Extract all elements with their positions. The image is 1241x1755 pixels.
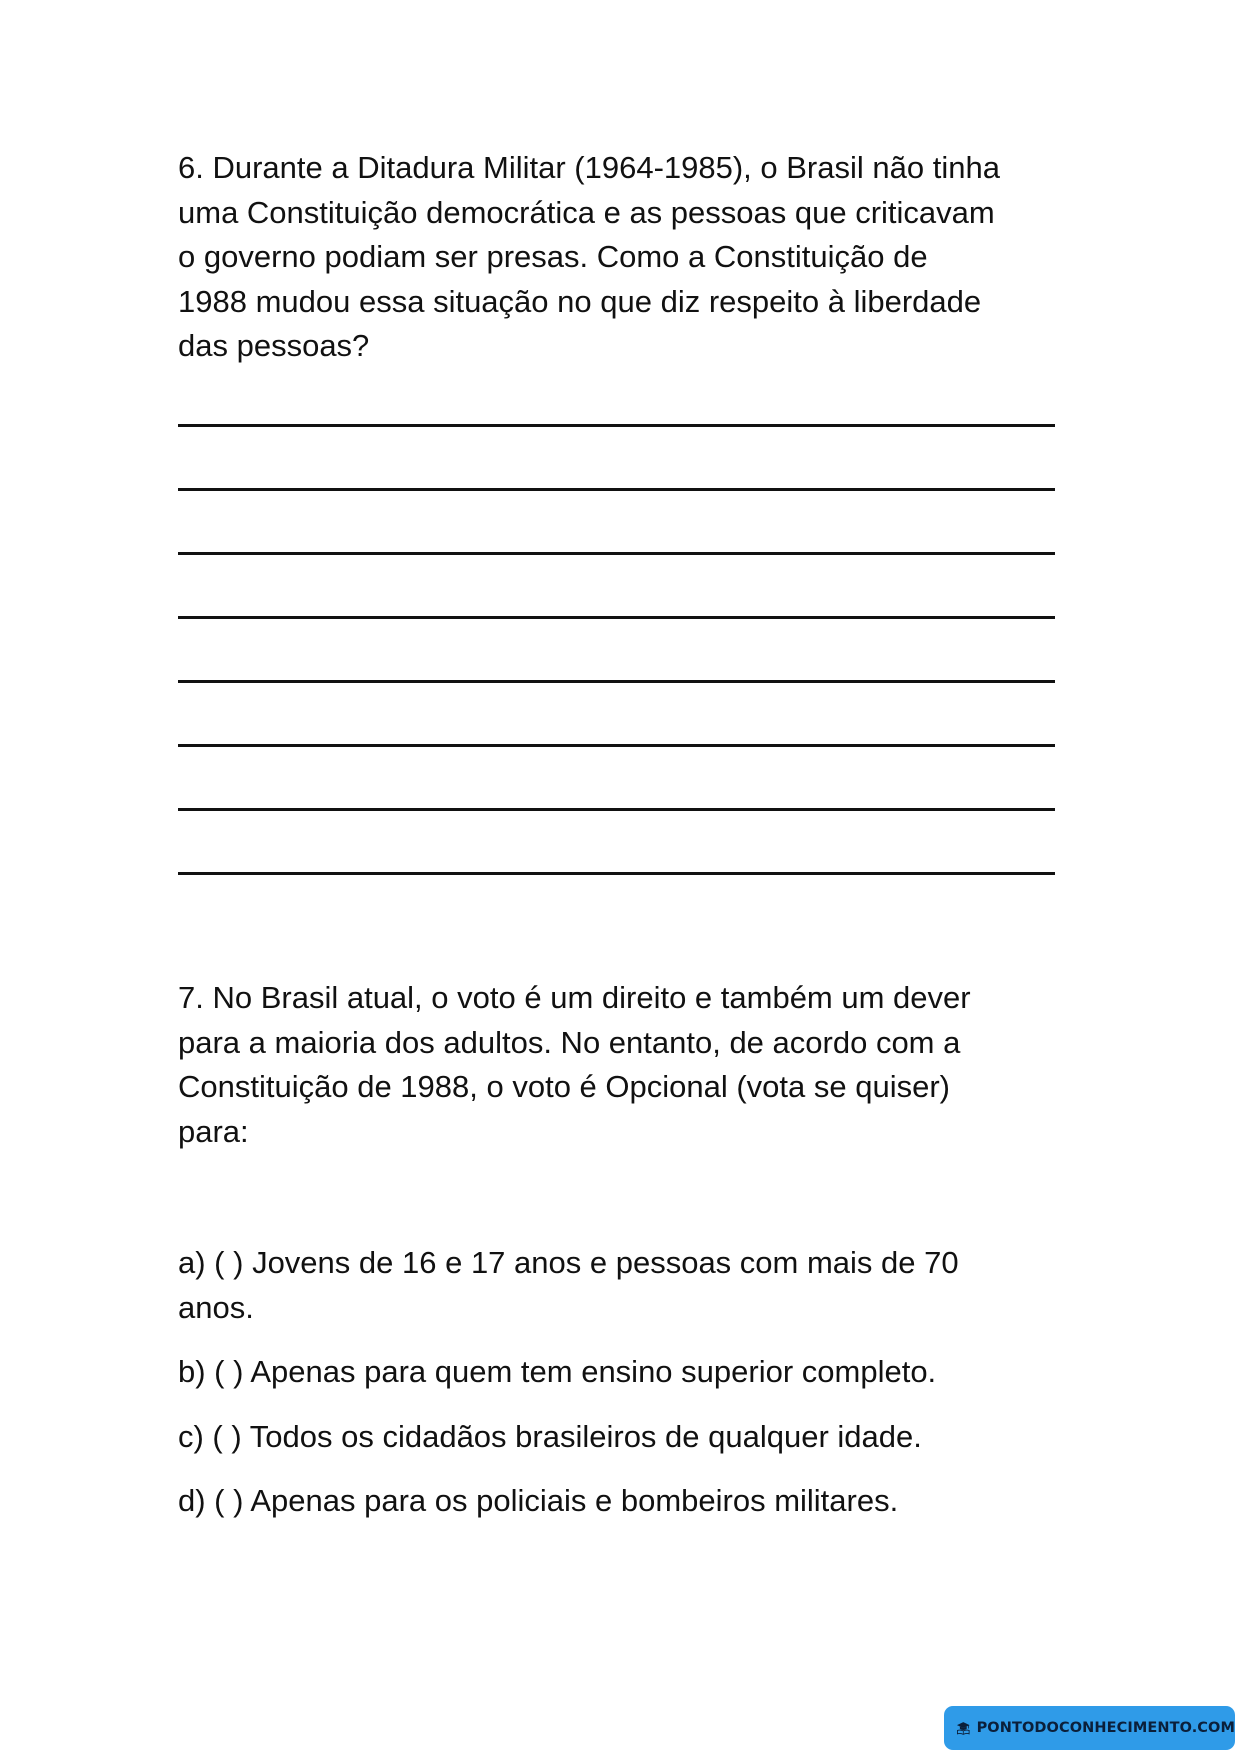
answer-line[interactable]: [178, 488, 1055, 491]
option-d-label: Apenas para os policiais e bombeiros militares.: [250, 1483, 899, 1518]
option-a-checkbox[interactable]: a) ( ): [178, 1245, 244, 1280]
brand-text: PONTODOCONHECIMENTO.COM: [976, 1720, 1235, 1736]
option-b-checkbox[interactable]: b) ( ): [178, 1354, 244, 1389]
option-a-label-continued: anos.: [178, 1289, 254, 1325]
answer-line[interactable]: [178, 424, 1055, 427]
question-7-line: para a maioria dos adultos. No entanto, de acordo com a: [178, 1024, 961, 1060]
answer-line[interactable]: [178, 680, 1055, 683]
graduation-book-icon: [956, 1713, 971, 1743]
answer-line[interactable]: [178, 872, 1055, 875]
brand-badge[interactable]: [944, 1706, 1235, 1750]
question-6-line: o governo podiam ser presas. Como a Constituição de: [178, 239, 928, 274]
answer-line[interactable]: [178, 552, 1055, 555]
answer-line[interactable]: [178, 744, 1055, 747]
question-7-text: [178, 976, 1078, 1154]
question-7-options: [178, 1241, 1078, 1544]
option-c[interactable]: [178, 1415, 1078, 1460]
question-7-line: Constituição de 1988, o voto é Opcional (vota se quiser): [178, 1069, 951, 1104]
option-b-label: Apenas para quem tem ensino superior completo.: [250, 1354, 937, 1389]
option-c-checkbox[interactable]: c) ( ): [178, 1418, 242, 1454]
option-b[interactable]: [178, 1350, 1078, 1395]
question-7-line: 7. No Brasil atual, o voto é um direito e também um dever: [178, 980, 971, 1015]
option-a-label: Jovens de 16 e 17 anos e pessoas com mais de 70: [252, 1245, 959, 1280]
answer-line[interactable]: [178, 616, 1055, 619]
option-a[interactable]: [178, 1241, 1078, 1330]
option-d[interactable]: [178, 1479, 1078, 1524]
answer-line[interactable]: [178, 808, 1055, 811]
answer-lines[interactable]: [178, 424, 1055, 936]
option-c-label: Todos os cidadãos brasileiros de qualquer idade.: [249, 1418, 922, 1454]
question-6-line: das pessoas?: [178, 328, 370, 363]
question-6-line: 1988 mudou essa situação no que diz respeito à liberdade: [178, 283, 982, 319]
question-6-line: uma Constituição democrática e as pessoas que criticavam: [178, 194, 995, 230]
option-d-checkbox[interactable]: d) ( ): [178, 1483, 244, 1518]
question-6-line: 6. Durante a Ditadura Militar (1964-1985), o Brasil não tinha: [178, 150, 1000, 185]
question-6-text: [178, 146, 1078, 369]
question-7-line: para:: [178, 1113, 249, 1149]
